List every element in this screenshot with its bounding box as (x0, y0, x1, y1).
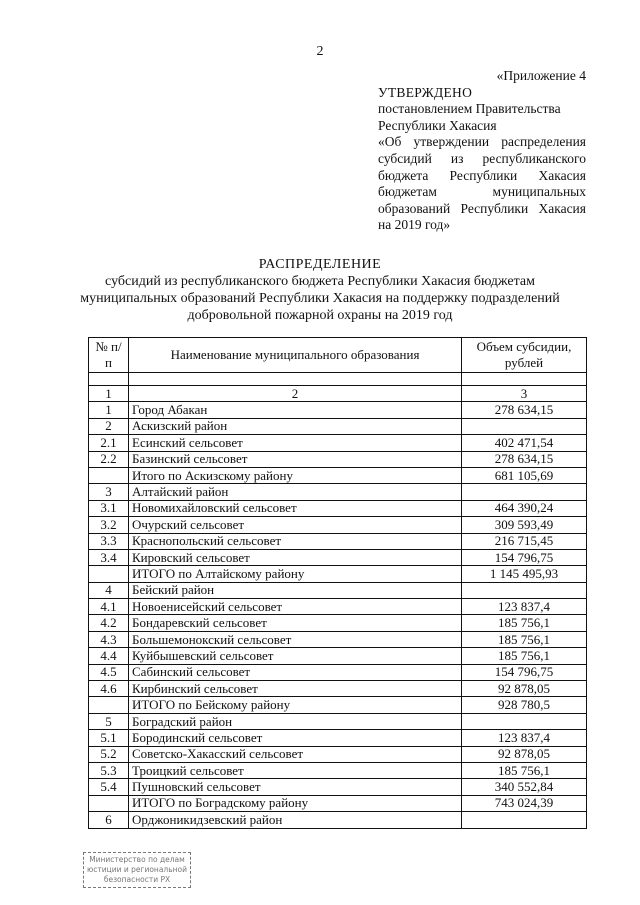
table-row (89, 599, 587, 615)
decree-name: «Об утверждении распределения субсидий из республиканского бюджета Республики Хакасия бюджетам муниципальных образований Республики Хакасия на 2019 год» (378, 134, 586, 233)
row-name: Есинский сельсовет (129, 435, 462, 451)
row-name: Бородинский сельсовет (129, 730, 462, 746)
row-name: Пушновский сельсовет (129, 779, 462, 795)
row-name: Новоенисейский сельсовет (129, 599, 462, 615)
table-row (89, 697, 587, 713)
table-row (89, 681, 587, 697)
row-amount: 123 837,4 (462, 599, 587, 615)
row-name: Боградский район (129, 713, 462, 729)
title-line-2: муниципальных образований Республики Хакасия на поддержку подразделений (80, 291, 560, 306)
row-amount: 681 105,69 (462, 467, 587, 483)
table-row (89, 812, 587, 828)
table-row (89, 795, 587, 811)
row-number (89, 795, 129, 811)
row-name: Очурский сельсовет (129, 517, 462, 533)
row-name: Краснопольский сельсовет (129, 533, 462, 549)
row-number: 2.1 (89, 435, 129, 451)
spacer-row (89, 373, 587, 386)
row-number: 3 (89, 484, 129, 500)
row-amount: 928 780,5 (462, 697, 587, 713)
row-amount (462, 812, 587, 828)
row-amount: 92 878,05 (462, 681, 587, 697)
row-number: 2 (89, 418, 129, 434)
row-number: 5.2 (89, 746, 129, 762)
row-amount (462, 418, 587, 434)
row-name: Город Абакан (129, 402, 462, 418)
row-amount: 185 756,1 (462, 615, 587, 631)
row-number (89, 467, 129, 483)
column-number-2: 2 (129, 386, 462, 402)
row-name: ИТОГО по Бейскому району (129, 697, 462, 713)
approval-line-2: Республики Хакасия (378, 117, 497, 133)
row-name: Итого по Аскизскому району (129, 467, 462, 483)
row-number: 2.2 (89, 451, 129, 467)
row-name: Советско-Хакасский сельсовет (129, 746, 462, 762)
table-row (89, 762, 587, 778)
stamp-line-1: Министерство по делам (89, 855, 185, 864)
row-number: 5.4 (89, 779, 129, 795)
row-number: 4.1 (89, 599, 129, 615)
table-row (89, 615, 587, 631)
row-name: Орджоникидзевский район (129, 812, 462, 828)
row-number: 4.5 (89, 664, 129, 680)
annex-label: «Приложение 4 (496, 68, 586, 83)
table-row (89, 435, 587, 451)
row-number: 5.3 (89, 762, 129, 778)
header-name: Наименование муниципального образования (129, 338, 462, 373)
column-number-3: 3 (462, 386, 587, 402)
row-number: 3.4 (89, 549, 129, 565)
column-number-1: 1 (89, 386, 129, 402)
table-row (89, 500, 587, 516)
row-number: 4.3 (89, 631, 129, 647)
table-row (89, 451, 587, 467)
subsidy-table (88, 337, 587, 829)
registration-stamp (83, 852, 191, 888)
title-line-3: добровольной пожарной охраны на 2019 год (187, 308, 453, 323)
row-amount: 216 715,45 (462, 533, 587, 549)
row-name: Алтайский район (129, 484, 462, 500)
row-name: Новомихайловский сельсовет (129, 500, 462, 516)
table-row (89, 746, 587, 762)
title-line-1: субсидий из республиканского бюджета Республики Хакасия бюджетам (105, 274, 535, 289)
table-row (89, 582, 587, 598)
row-amount: 185 756,1 (462, 631, 587, 647)
table-row (89, 779, 587, 795)
approval-block (378, 68, 586, 234)
row-amount: 278 634,15 (462, 402, 587, 418)
row-name: Сабинский сельсовет (129, 664, 462, 680)
row-name: Аскизский район (129, 418, 462, 434)
table-row (89, 402, 587, 418)
row-amount: 278 634,15 (462, 451, 587, 467)
row-name: Бейский район (129, 582, 462, 598)
page-number: 2 (316, 44, 324, 59)
header-amount: Объем субсидии, рублей (462, 338, 587, 373)
table-row (89, 418, 587, 434)
row-number (89, 566, 129, 582)
approved-label: УТВЕРЖДЕНО (378, 84, 473, 100)
row-name: Базинский сельсовет (129, 451, 462, 467)
row-amount: 154 796,75 (462, 664, 587, 680)
column-number-row (89, 386, 587, 402)
stamp-line-2: юстиции и региональной (86, 865, 188, 874)
row-number: 3.1 (89, 500, 129, 516)
row-name: Троицкий сельсовет (129, 762, 462, 778)
row-amount (462, 582, 587, 598)
row-amount: 1 145 495,93 (462, 566, 587, 582)
row-number: 5.1 (89, 730, 129, 746)
row-name: Куйбышевский сельсовет (129, 648, 462, 664)
table-row (89, 566, 587, 582)
table-row (89, 648, 587, 664)
row-number: 3.2 (89, 517, 129, 533)
stamp-line-3: безопасности РХ (103, 875, 171, 884)
row-number: 3.3 (89, 533, 129, 549)
table-row (89, 467, 587, 483)
row-amount: 743 024,39 (462, 795, 587, 811)
document-title (40, 256, 600, 324)
row-amount (462, 484, 587, 500)
row-amount: 464 390,24 (462, 500, 587, 516)
row-number: 4.6 (89, 681, 129, 697)
header-number: № п/п (89, 338, 129, 373)
table-row (89, 631, 587, 647)
table-row (89, 484, 587, 500)
row-amount: 402 471,54 (462, 435, 587, 451)
row-name: Большемонокский сельсовет (129, 631, 462, 647)
row-amount: 92 878,05 (462, 746, 587, 762)
row-amount: 309 593,49 (462, 517, 587, 533)
row-amount: 340 552,84 (462, 779, 587, 795)
table-row (89, 730, 587, 746)
row-name: Бондаревский сельсовет (129, 615, 462, 631)
table-row (89, 664, 587, 680)
title-heading: РАСПРЕДЕЛЕНИЕ (258, 257, 382, 272)
row-name: ИТОГО по Боградскому району (129, 795, 462, 811)
row-number: 5 (89, 713, 129, 729)
row-number: 4.4 (89, 648, 129, 664)
row-name: Кировский сельсовет (129, 549, 462, 565)
table-row (89, 713, 587, 729)
row-amount: 123 837,4 (462, 730, 587, 746)
row-amount: 185 756,1 (462, 648, 587, 664)
row-number: 1 (89, 402, 129, 418)
row-number (89, 697, 129, 713)
approval-line-1: постановлением Правительства (378, 101, 561, 117)
row-name: Кирбинский сельсовет (129, 681, 462, 697)
row-number: 6 (89, 812, 129, 828)
row-number: 4 (89, 582, 129, 598)
table-row (89, 517, 587, 533)
row-name: ИТОГО по Алтайскому району (129, 566, 462, 582)
row-amount (462, 713, 587, 729)
table-row (89, 549, 587, 565)
row-number: 4.2 (89, 615, 129, 631)
row-amount: 154 796,75 (462, 549, 587, 565)
row-amount: 185 756,1 (462, 762, 587, 778)
table-row (89, 533, 587, 549)
